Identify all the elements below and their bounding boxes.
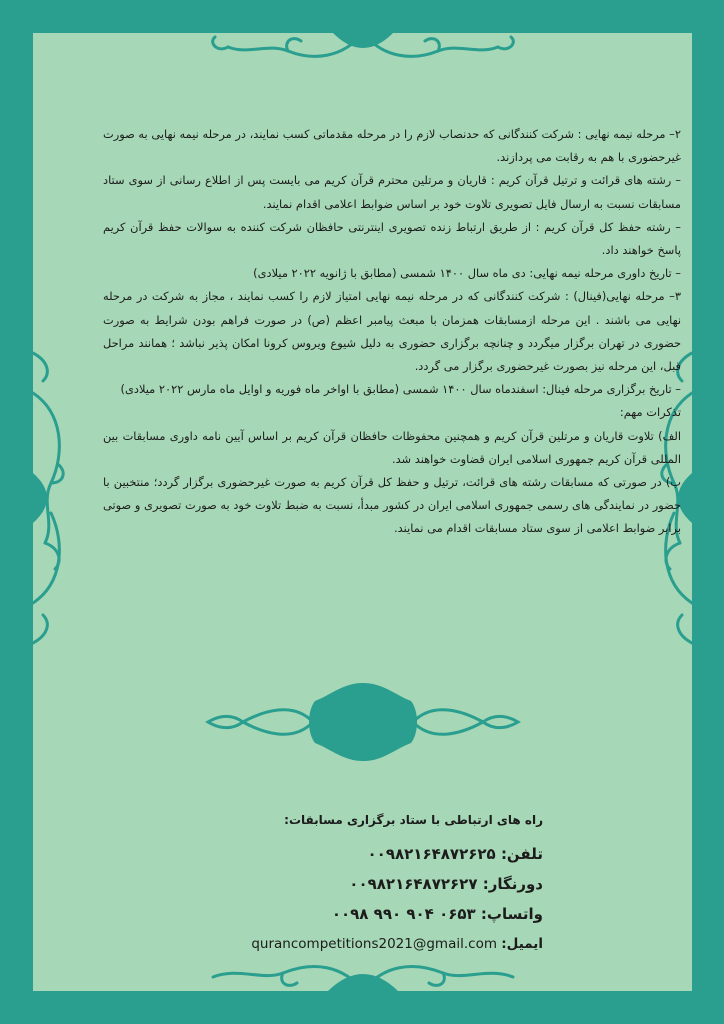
email-label: ایمیل:	[501, 936, 543, 952]
body-paragraph: ب) در صورتی که مسابقات رشته های قرائت، ترتیل و حفظ کل قرآن کریم به صورت غیرحضوری برگزار گردد؛ منتخبین با حضور در نمایندگی های رسمی جمهوری اسلامی ایران در کشور مبدأ، نسبت به ضبط تلاوت خود به صورت تصویری و صوتی برابر ضوابط اعلامی از سوی ستاد مسابقات اقدام می نمایند.	[103, 475, 681, 536]
fax-number[interactable]: ۰۰۹۸۲۱۶۴۸۷۲۶۲۷	[349, 875, 478, 893]
whatsapp-number[interactable]: ۰۰۹۸ ۹۹۰ ۹۰۴ ۰۶۵۳	[331, 905, 476, 923]
body-paragraph: – تاریخ داوری مرحله نیمه نهایی: دی ماه سال ۱۴۰۰ شمسی (مطابق با ژانویه ۲۰۲۲ میلادی)	[253, 266, 681, 281]
contact-section	[173, 813, 543, 959]
whatsapp-row	[173, 899, 543, 929]
phone-row	[173, 839, 543, 869]
body-paragraph: ۲– مرحله نیمه نهایی : شرکت کنندگانی که حدنصاب لازم را در مرحله مقدماتی کسب نمایند، در مرحله نیمه نهایی به صورت غیرحضوری با هم به رقابت می پردازند.	[103, 127, 681, 165]
phone-number[interactable]: ۰۰۹۸۲۱۶۴۸۷۲۶۲۵	[367, 845, 496, 863]
bottom-ornament	[183, 955, 543, 991]
phone-label: تلفن:	[500, 845, 543, 863]
fax-label: دورنگار:	[482, 875, 543, 893]
fax-row	[173, 869, 543, 899]
body-paragraph: – رشته حفظ کل قرآن کریم : از طریق ارتباط زنده تصویری اینترنتی حافظان شرکت کننده به سوالات حفظ قرآن کریم پاسخ خواهند داد.	[103, 219, 681, 258]
content-panel	[33, 33, 692, 991]
email-link[interactable]: qurancompetitions2021@gmail.com	[251, 936, 497, 952]
top-ornament	[193, 33, 533, 63]
middle-ornament	[203, 681, 523, 763]
left-ornament	[33, 333, 73, 663]
contact-heading: راه های ارتباطی با ستاد برگزاری مسابقات:	[284, 813, 543, 827]
body-paragraph: الف) تلاوت قاریان و مرتلین قرآن کریم و همچنین محفوظات حافظان قرآن کریم بر اساس آیین نامه داوری مسابقات بین المللی قرآن کریم جمهوری اسلامی ایران قضاوت خواهند شد.	[103, 428, 681, 466]
body-paragraph: – تاریخ برگزاری مرحله فینال: اسفندماه سال ۱۴۰۰ شمسی (مطابق با اواخر ماه فوریه و اوایل ماه مارس ۲۰۲۲ میلادی)	[120, 382, 681, 397]
whatsapp-label: واتساپ:	[480, 905, 543, 923]
announcement-body	[103, 123, 681, 541]
body-paragraph: – رشته های قرائت و ترتیل قرآن کریم : قاریان و مرتلین محترم قرآن کریم می بایست پس از اطلاع رسانی از سوی ستاد مسابقات نسبت به ارسال فایل تصویری تلاوت خود بر اساس ضوابط اعلامی اقدام نمایند.	[103, 173, 681, 211]
email-row	[173, 929, 543, 959]
notes-heading: تذکرات مهم:	[619, 405, 681, 420]
body-paragraph: ۳– مرحله نهایی(فینال) : شرکت کنندگانی که در مرحله نیمه نهایی امتیاز لازم را کسب نمایند ، مجاز به شرکت در مرحله نهایی می باشند . این مرحله ازمسابقات همزمان با مبعث پیامبر اعظم (ص) در صورت فراهم بودن شرایط به صورت حضوری در تهران برگزار میگردد و چنانچه برگزاری حضوری به دلیل شیوع ویروس کرونا امکان پذیر نباشد ؛ همانند مراحل قبل، این مرحله نیز بصورت غیرحضوری برگزار می گردد.	[103, 289, 681, 374]
